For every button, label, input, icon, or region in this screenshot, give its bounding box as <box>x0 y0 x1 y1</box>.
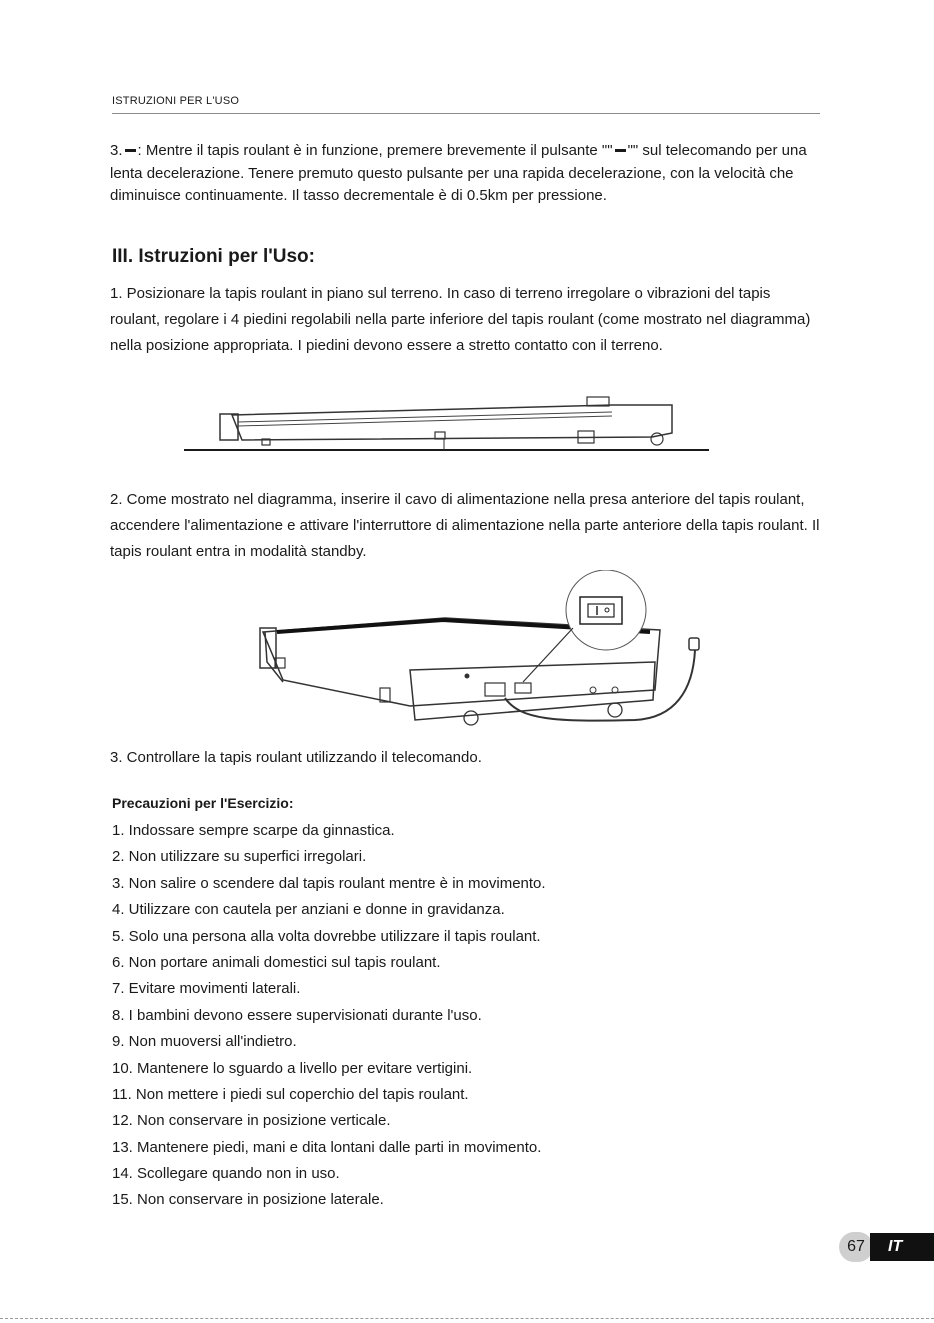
list-item: 2. Non utilizzare su superfici irregolari. <box>112 848 367 866</box>
list-item: 14. Scollegare quando non in uso. <box>112 1165 340 1183</box>
list-item: 5. Solo una persona alla volta dovrebbe utilizzare il tapis roulant. <box>112 927 541 945</box>
remote-step-3-text-a: : Mentre il tapis roulant è in funzione, premere brevemente il pulsante "" <box>137 142 613 159</box>
list-item: 1. Indossare sempre scarpe da ginnastica. <box>112 822 395 839</box>
list-item: 10. Mantenere lo sguardo a livello per evitare vertigini. <box>112 1059 473 1077</box>
bottom-dotted-rule <box>0 1318 934 1319</box>
precautions-list <box>112 820 546 1216</box>
precautions-heading: Precauzioni per l'Esercizio: <box>112 795 294 811</box>
remote-step-3 <box>110 140 822 208</box>
treadmill-side-view-figure <box>182 395 722 455</box>
treadmill-power-connection-figure <box>255 570 715 740</box>
remote-step-3-number: 3. <box>110 142 123 159</box>
header-rule <box>112 113 820 114</box>
minus-button-icon <box>615 149 626 152</box>
list-item: 4. Utilizzare con cautela per anziani e donne in gravidanza. <box>112 901 505 919</box>
remote-step-3-text-b: "" sul telecomando per una lenta decelerazione. Tenere premuto questo pulsante per una rapida decelerazione, con la velocità che diminuisce continuamente. Il tasso decrementale è di 0.5km per pressione. <box>110 142 807 204</box>
instruction-step-1: 1. Posizionare la tapis roulant in piano sul terreno. In caso di terreno irregolare o vibrazioni del tapis roulant, regolare i 4 piedini regolabili nella parte inferiore del tapis roulant (come mostrato nel diagramma) nella posizione appropriata. I piedini devono essere a stretto contatto con il terreno. <box>110 285 811 354</box>
list-item: 13. Mantenere piedi, mani e dita lontani dalle parti in movimento. <box>112 1138 542 1156</box>
list-item: 12. Non conservare in posizione verticale. <box>112 1112 391 1130</box>
list-item: 9. Non muoversi all'indietro. <box>112 1033 297 1051</box>
list-item: 7. Evitare movimenti laterali. <box>112 980 301 998</box>
running-header: ISTRUZIONI PER L'USO <box>112 95 240 107</box>
page-number: 67 <box>839 1232 873 1262</box>
list-item: 11. Non mettere i piedi sul coperchio del tapis roulant. <box>112 1085 469 1103</box>
list-item: 3. Non salire o scendere dal tapis roulant mentre è in movimento. <box>112 874 546 892</box>
language-tag: IT <box>870 1233 934 1261</box>
list-item: 8. I bambini devono essere supervisionati durante l'uso. <box>112 1006 482 1024</box>
minus-button-icon <box>125 149 136 152</box>
list-item: 15. Non conservare in posizione laterale. <box>112 1191 384 1209</box>
section-heading: III. Istruzioni per l'Uso: <box>112 246 315 267</box>
instruction-step-2: 2. Come mostrato nel diagramma, inserire il cavo di alimentazione nella presa anteriore del tapis roulant, accendere l'alimentazione e attivare l'interruttore di alimentazione nella parte anteriore della tapis roulant. Il tapis roulant entra in modalità standby. <box>110 491 820 560</box>
instruction-step-3: 3. Controllare la tapis roulant utilizzando il telecomando. <box>110 749 482 766</box>
list-item: 6. Non portare animali domestici sul tapis roulant. <box>112 953 441 971</box>
